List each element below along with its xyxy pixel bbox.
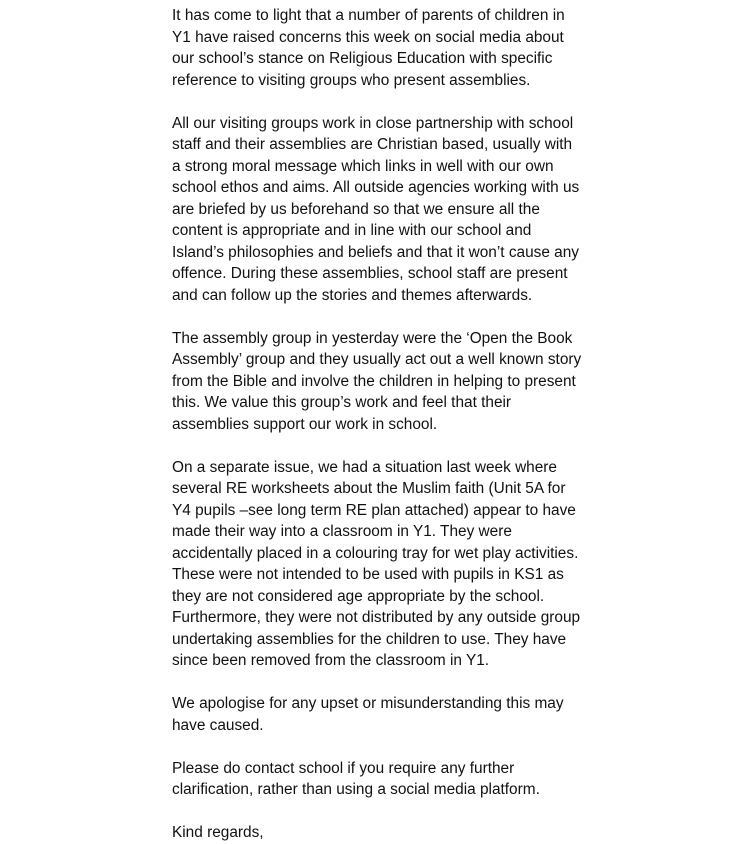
text-line: The assembly group in yesterday were the ‘Open the Book [172, 329, 573, 347]
paragraph-apology [172, 693, 612, 736]
text-line: Please do contact school if you require any further [172, 759, 515, 777]
text-line: accidentally placed in a colouring tray for wet play activities. [172, 544, 579, 562]
text-line: undertaking assemblies for the children to use. They have [172, 630, 567, 648]
paragraph-visiting-groups [172, 113, 612, 307]
paragraph-parent-concerns [172, 5, 612, 91]
text-line: and can follow up the stories and themes afterwards. [172, 286, 533, 304]
paragraph-contact-school [172, 758, 612, 801]
text-line: These were not intended to be used with pupils in KS1 as [172, 566, 564, 583]
signoff: Kind regards, [172, 824, 264, 841]
text-line: reference to visiting groups who present assemblies. [172, 71, 531, 89]
text-line: content is appropriate and in line with our school and [172, 222, 532, 239]
text-line: On a separate issue, we had a situation last week where [172, 458, 557, 476]
text-line: Y1 have raised concerns this week on social media about [172, 28, 564, 46]
text-line: assemblies support our work in school. [172, 415, 438, 433]
text-line: All our visiting groups work in close partnership with school [172, 114, 574, 132]
text-line: since been removed from the classroom in Y1. [172, 652, 490, 669]
text-line: staff and their assemblies are Christian based, usually with [172, 136, 573, 153]
text-line: are briefed by us beforehand so that we ensure all the [172, 200, 540, 218]
text-line: We apologise for any upset or misunderstanding this may [172, 695, 564, 712]
paragraph-assembly-group [172, 328, 612, 436]
text-line: clarification, rather than using a social media platform. [172, 781, 540, 798]
text-line: school ethos and aims. All outside agencies working with us [172, 179, 580, 196]
text-line: have caused. [172, 716, 264, 734]
text-line: from the Bible and involve the children in helping to present [172, 372, 576, 390]
paragraph-worksheets-issue [172, 457, 612, 672]
text-line: several RE worksheets about the Muslim faith (Unit 5A for [172, 480, 566, 497]
text-line: Assembly’ group and they usually act out a well known story [172, 351, 582, 368]
text-line: It has come to light that a number of parents of children in [172, 7, 565, 24]
text-line: Y4 pupils –see long term RE plan attached) appear to have [172, 501, 576, 519]
text-line: they are not considered age appropriate by the school. [172, 587, 545, 605]
text-line: made their way into a classroom in Y1. They were [172, 523, 512, 540]
text-line: our school’s stance on Religious Education with specific [172, 50, 553, 67]
text-line: offence. During these assemblies, school staff are present [172, 265, 568, 282]
letter-body [172, 5, 612, 844]
text-line: Island’s philosophies and beliefs and that it won’t cause any [172, 243, 579, 261]
text-line: this. We value this group’s work and feel that their [172, 394, 512, 411]
text-line: a strong moral message which links in well with our own [172, 157, 554, 175]
text-line: Furthermore, they were not distributed by any outside group [172, 609, 581, 626]
